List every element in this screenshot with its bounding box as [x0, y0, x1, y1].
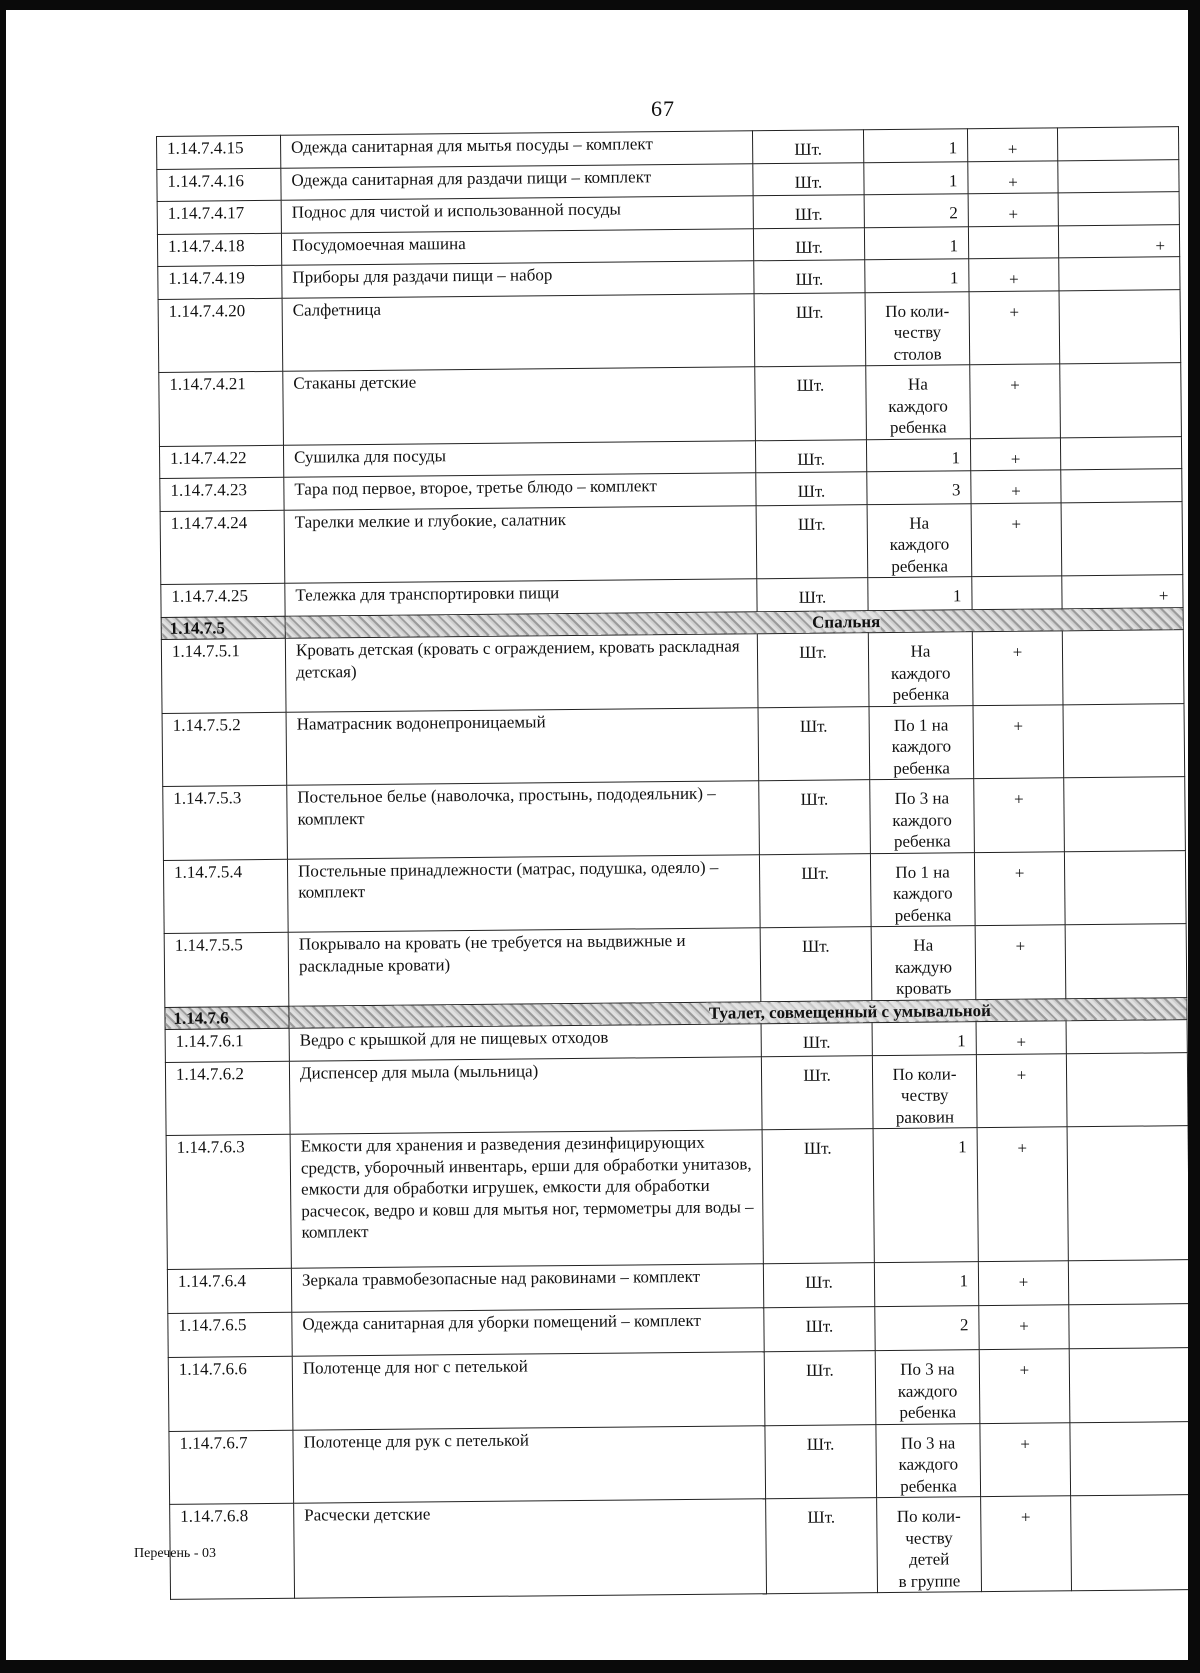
item-code: 1.14.7.4.24: [160, 510, 285, 585]
item-quantity: По 1 на каждого ребенка: [870, 852, 975, 926]
item-unit: Шт.: [758, 706, 870, 781]
item-mark-col6: [1063, 703, 1185, 778]
item-name: Наматрасник водонепроницаемый: [286, 707, 759, 785]
item-mark-col6: [1059, 257, 1180, 291]
page-footer: Перечень - 03: [134, 1546, 216, 1561]
item-mark-col5: +: [973, 704, 1064, 778]
item-unit: Шт.: [763, 1263, 874, 1308]
item-mark-col6: +: [1062, 575, 1183, 609]
item-quantity: На каждого ребенка: [866, 365, 971, 439]
item-code: 1.14.7.4.23: [160, 477, 284, 511]
item-code: 1.14.7.6.4: [167, 1268, 291, 1313]
item-mark-col5: +: [971, 470, 1061, 503]
item-mark-col6: [1061, 469, 1182, 503]
item-unit: Шт.: [753, 227, 864, 261]
item-unit: Шт.: [761, 1055, 873, 1130]
table-row: [161, 630, 1184, 713]
table-row: [170, 1495, 1188, 1600]
item-name: Сушилка для посуды: [283, 440, 755, 477]
item-unit: Шт.: [755, 439, 866, 473]
item-mark-col6: [1066, 1052, 1188, 1127]
item-mark-col6: [1060, 436, 1181, 470]
item-name: Салфетница: [282, 293, 755, 371]
item-quantity: 1: [872, 1022, 976, 1055]
item-quantity: 3: [867, 471, 971, 504]
item-code: 1.14.7.6.2: [165, 1061, 290, 1136]
item-mark-col5: +: [970, 437, 1060, 470]
item-mark-col6: [1065, 924, 1187, 999]
item-unit: Шт.: [764, 1307, 875, 1352]
item-code: 1.14.7.6.3: [166, 1134, 291, 1269]
item-unit: Шт.: [753, 162, 864, 196]
item-code: 1.14.7.4.16: [157, 168, 281, 202]
item-mark-col6: [1071, 1495, 1188, 1591]
item-mark-col6: [1069, 1304, 1188, 1349]
item-name: Поднос для чистой и использованной посуды: [281, 196, 753, 233]
item-unit: Шт.: [760, 927, 872, 1002]
table-row: [163, 850, 1186, 933]
item-unit: Шт.: [752, 130, 863, 164]
item-mark-col6: [1070, 1421, 1188, 1496]
item-name: Постельное белье (наволочка, простынь, пододеяльник) – комплект: [287, 781, 760, 859]
equipment-table: [156, 126, 1188, 1600]
item-mark-col5: [968, 225, 1058, 258]
item-mark-col6: [1064, 777, 1186, 852]
item-name: Одежда санитарная для уборки помещений – комплект: [292, 1308, 764, 1357]
item-name: Полотенце для рук с петелькой: [293, 1425, 766, 1503]
equipment-table-wrapper: [156, 126, 1188, 1600]
table-row: [159, 363, 1182, 446]
item-unit: Шт.: [765, 1424, 877, 1499]
item-quantity: 1: [866, 438, 970, 471]
item-mark-col5: +: [979, 1349, 1070, 1423]
item-code: 1.14.7.5.5: [164, 932, 289, 1007]
item-mark-col6: [1058, 192, 1179, 226]
item-quantity: 1: [865, 259, 969, 292]
item-name: Тара под первое, второе, третье блюдо – комплект: [284, 473, 756, 510]
item-code: 1.14.7.5.2: [162, 712, 287, 787]
item-unit: Шт.: [762, 1129, 874, 1264]
item-mark-col6: [1066, 1020, 1187, 1054]
item-unit: Шт.: [754, 292, 866, 367]
item-name: Одежда санитарная для раздачи пищи – комплект: [281, 163, 753, 200]
item-quantity: На каждую кровать: [871, 926, 976, 1000]
item-mark-col5: +: [968, 193, 1058, 226]
table-row: [158, 289, 1181, 372]
item-quantity: 1: [864, 161, 968, 194]
item-mark-col6: [1064, 850, 1186, 925]
item-code: 1.14.7.4.20: [158, 298, 283, 373]
item-code: 1.14.7.6.7: [169, 1430, 294, 1505]
item-name: Кровать детская (кровать с ограждением, кровать раскладная детская): [285, 634, 758, 712]
item-quantity: 1: [874, 1262, 978, 1307]
item-code: 1.14.7.4.15: [157, 135, 281, 169]
item-mark-col5: +: [970, 364, 1061, 438]
item-quantity: На каждого ребенка: [867, 503, 972, 577]
item-quantity: 1: [863, 129, 967, 162]
equipment-table-body: [157, 127, 1188, 1600]
item-quantity: 1: [873, 1128, 978, 1263]
section-code: 1.14.7.6: [165, 1006, 289, 1030]
item-code: 1.14.7.5.3: [163, 785, 288, 860]
page-number: 67: [651, 96, 675, 121]
item-unit: Шт.: [754, 260, 865, 294]
item-quantity: 2: [875, 1306, 979, 1351]
section-title: Туалет, совмещенный с умывальной: [708, 1000, 991, 1023]
item-mark-col6: [1069, 1348, 1188, 1423]
item-code: 1.14.7.4.18: [157, 233, 281, 267]
item-name: Посудомоечная машина: [281, 228, 753, 265]
item-code: 1.14.7.4.19: [158, 265, 282, 299]
item-name: Постельные принадлежности (матрас, подушка, одеяло) – комплект: [287, 854, 760, 932]
item-unit: Шт.: [759, 853, 871, 928]
item-unit: Шт.: [761, 1023, 872, 1057]
item-mark-col5: +: [981, 1496, 1072, 1592]
item-code: 1.14.7.5.1: [161, 638, 286, 713]
item-name: Тележка для транспортировки пищи: [285, 579, 757, 616]
table-row: [162, 703, 1185, 786]
item-mark-col6: +: [1058, 224, 1179, 258]
item-quantity: По 1 на каждого ребенка: [869, 705, 974, 779]
item-name: Ведро с крышкой для не пищевых отходов: [289, 1024, 761, 1061]
item-name: Стаканы детские: [283, 367, 756, 445]
item-mark-col5: +: [967, 128, 1057, 161]
table-row: [168, 1348, 1188, 1431]
item-code: 1.14.7.6.6: [168, 1356, 293, 1431]
item-unit: Шт.: [755, 366, 867, 441]
item-quantity: По коли- честву раковин: [872, 1054, 977, 1128]
item-mark-col5: +: [978, 1261, 1068, 1306]
item-code: 1.14.7.6.8: [170, 1503, 295, 1599]
item-mark-col6: [1062, 630, 1184, 705]
item-mark-col5: +: [980, 1422, 1071, 1496]
item-unit: Шт.: [766, 1498, 878, 1594]
item-unit: Шт.: [756, 472, 867, 506]
item-quantity: На каждого ребенка: [868, 632, 973, 706]
item-code: 1.14.7.4.22: [159, 445, 283, 479]
item-mark-col5: +: [977, 1127, 1068, 1262]
item-mark-col6: [1068, 1260, 1188, 1305]
item-name: Полотенце для ног с петелькой: [292, 1352, 765, 1430]
item-quantity: По коли- честву детей в группе: [877, 1497, 982, 1593]
item-unit: Шт.: [756, 504, 868, 579]
section-title: Спальня: [811, 611, 881, 632]
table-row: [160, 501, 1183, 584]
table-row: [166, 1126, 1188, 1270]
item-unit: Шт.: [753, 195, 864, 229]
item-name: Приборы для раздачи пищи – набор: [282, 261, 754, 298]
item-mark-col6: [1061, 501, 1183, 576]
item-quantity: По 3 на каждого ребенка: [876, 1423, 981, 1497]
item-mark-col6: [1059, 289, 1181, 364]
item-mark-col5: +: [972, 631, 1063, 705]
item-code: 1.14.7.4.25: [161, 583, 285, 617]
item-code: 1.14.7.6.5: [168, 1312, 292, 1357]
item-mark-col6: [1058, 159, 1179, 193]
item-mark-col5: +: [968, 160, 1058, 193]
table-row: [164, 924, 1187, 1007]
item-unit: Шт.: [764, 1351, 876, 1426]
item-mark-col5: +: [971, 502, 1062, 576]
item-name: Покрывало на кровать (не требуется на выдвижные и раскладные кровати): [288, 928, 761, 1006]
item-name: Емкости для хранения и разведения дезинфицирующих средств, уборочный инвентарь, ерши для обработки унитазов, емкости для обработки игрушек, емкости для обработки расчесок, ведро и ковш для мытья ног, термометры для воды – комплект: [290, 1130, 763, 1269]
item-quantity: 1: [868, 577, 972, 610]
item-unit: Шт.: [757, 578, 868, 612]
item-mark-col5: +: [979, 1305, 1069, 1350]
item-mark-col6: [1060, 363, 1182, 438]
item-mark-col5: +: [969, 258, 1059, 291]
item-unit: Шт.: [757, 633, 869, 708]
table-row: [163, 777, 1186, 860]
item-mark-col5: +: [969, 290, 1060, 364]
item-name: Тарелки мелкие и глубокие, салатник: [284, 505, 757, 583]
item-code: 1.14.7.4.17: [157, 200, 281, 234]
item-quantity: По 3 на каждого ребенка: [875, 1350, 980, 1424]
item-quantity: 2: [864, 194, 968, 227]
item-unit: Шт.: [759, 780, 871, 855]
item-mark-col5: +: [976, 1053, 1067, 1127]
item-mark-col5: +: [974, 851, 1065, 925]
document-page: [6, 10, 1188, 1660]
item-name: Одежда санитарная для мытья посуды – комплект: [280, 131, 752, 168]
section-code: 1.14.7.5: [161, 616, 285, 640]
item-mark-col6: [1067, 1126, 1188, 1261]
item-mark-col5: [972, 576, 1062, 609]
table-row: [169, 1421, 1188, 1504]
item-name: Расчески детские: [294, 1499, 767, 1599]
item-mark-col5: +: [974, 778, 1065, 852]
item-name: Диспенсер для мыла (мыльница): [289, 1056, 762, 1134]
item-mark-col5: +: [976, 1021, 1066, 1054]
item-quantity: По коли- честву столов: [865, 291, 970, 365]
item-mark-col6: [1057, 127, 1178, 161]
item-code: 1.14.7.5.4: [163, 859, 288, 934]
item-code: 1.14.7.6.1: [165, 1028, 289, 1062]
table-row: [165, 1052, 1188, 1135]
item-quantity: 1: [864, 226, 968, 259]
item-mark-col5: +: [975, 925, 1066, 999]
item-name: Зеркала травмобезопасные над раковинами – комплект: [291, 1264, 763, 1313]
item-code: 1.14.7.4.21: [159, 371, 284, 446]
item-quantity: По 3 на каждого ребенка: [870, 779, 975, 853]
